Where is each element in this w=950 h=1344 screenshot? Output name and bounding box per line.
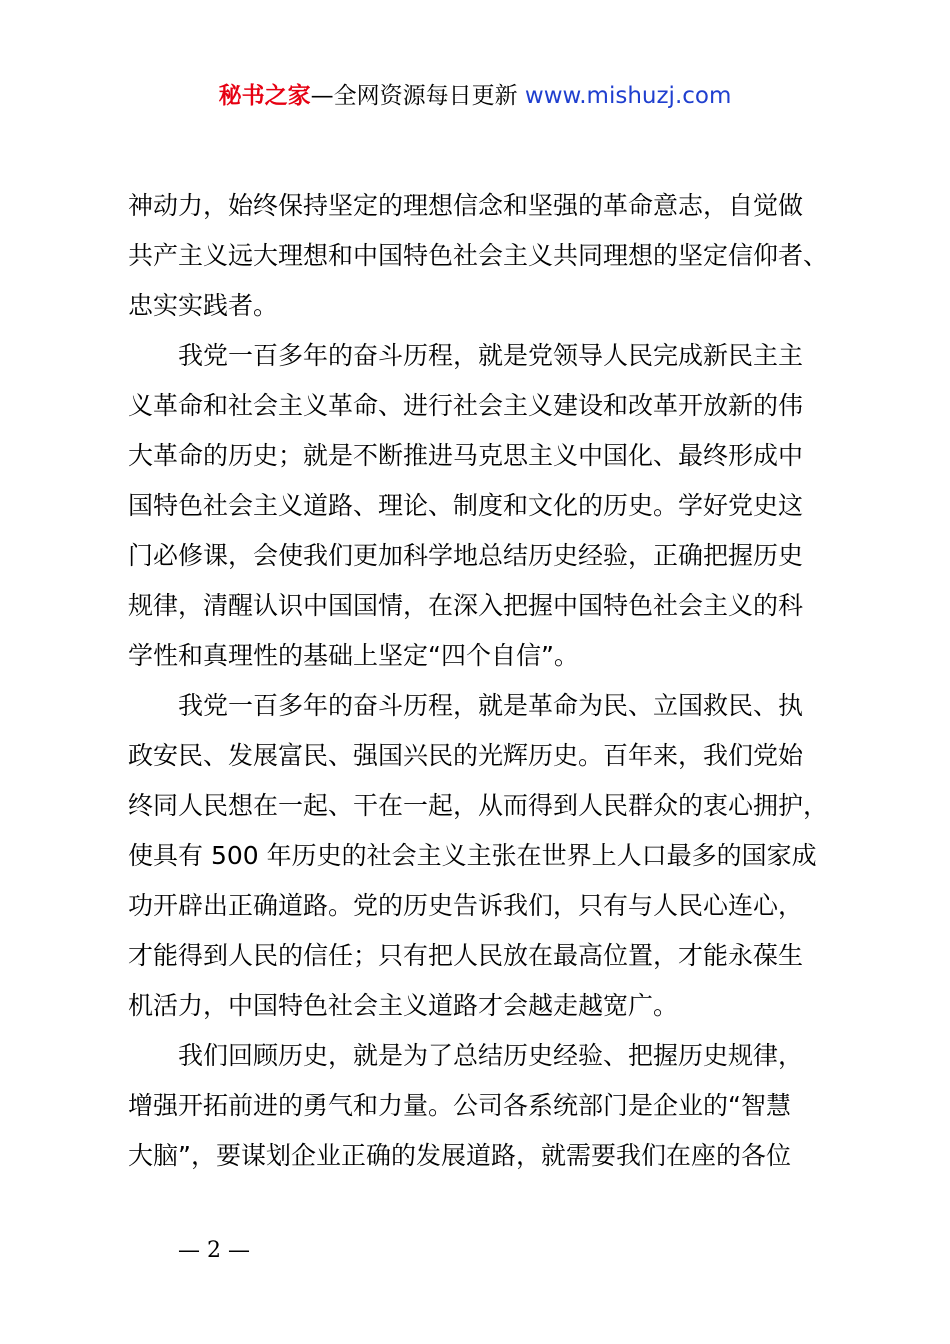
brand-name: 秘书之家: [218, 83, 311, 109]
text-line: 大革命的历史；就是不断推进马克思主义中国化、最终形成中: [128, 441, 804, 470]
site-url-link[interactable]: www.mishuzj.com: [524, 83, 732, 109]
paragraph-first-line: 我们回顾历史，就是为了总结历史经验、把握历史规律，: [178, 1041, 804, 1070]
text-line: 规律，清醒认识中国国情，在深入把握中国特色社会主义的科: [128, 591, 804, 620]
text-line: 义革命和社会主义革命、进行社会主义建设和改革开放新的伟: [128, 391, 804, 420]
text-line: 功开辟出正确道路。党的历史告诉我们，只有与人民心连心，: [128, 891, 804, 920]
text-line: 学性和真理性的基础上坚定“四个自信”。: [128, 641, 579, 670]
text-line: 终同人民想在一起、干在一起，从而得到人民群众的衷心拥护，: [128, 791, 829, 820]
text-line: 忠实实践者。: [128, 291, 279, 320]
text-line: 大脑”，要谋划企业正确的发展道路，就需要我们在座的各位: [128, 1141, 791, 1170]
text-line: 共产主义远大理想和中国特色社会主义共同理想的坚定信仰者、: [128, 241, 829, 270]
document-body: [128, 181, 838, 1181]
site-header: [0, 80, 950, 112]
text-line: 国特色社会主义道路、理论、制度和文化的历史。学好党史这: [128, 491, 804, 520]
text-line: 政安民、发展富民、强国兴民的光辉历史。百年来，我们党始: [128, 741, 804, 770]
paragraph-first-line: 我党一百多年的奋斗历程，就是党领导人民完成新民主主: [178, 341, 804, 370]
text-line: 神动力，始终保持坚定的理想信念和坚强的革命意志，自觉做: [128, 191, 804, 220]
header-slogan: —全网资源每日更新: [310, 83, 518, 109]
text-line: 增强开拓前进的勇气和力量。公司各系统部门是企业的“智慧: [128, 1091, 791, 1120]
paragraph-first-line: 我党一百多年的奋斗历程，就是革命为民、立国救民、执: [178, 691, 804, 720]
text-line: 使具有 500 年历史的社会主义主张在世界上人口最多的国家成: [128, 841, 817, 870]
page-number: — 2 —: [178, 1238, 250, 1263]
text-line: 机活力，中国特色社会主义道路才会越走越宽广。: [128, 991, 679, 1020]
text-line: 才能得到人民的信任；只有把人民放在最高位置，才能永葆生: [128, 941, 804, 970]
text-line: 门必修课，会使我们更加科学地总结历史经验，正确把握历史: [128, 541, 804, 570]
